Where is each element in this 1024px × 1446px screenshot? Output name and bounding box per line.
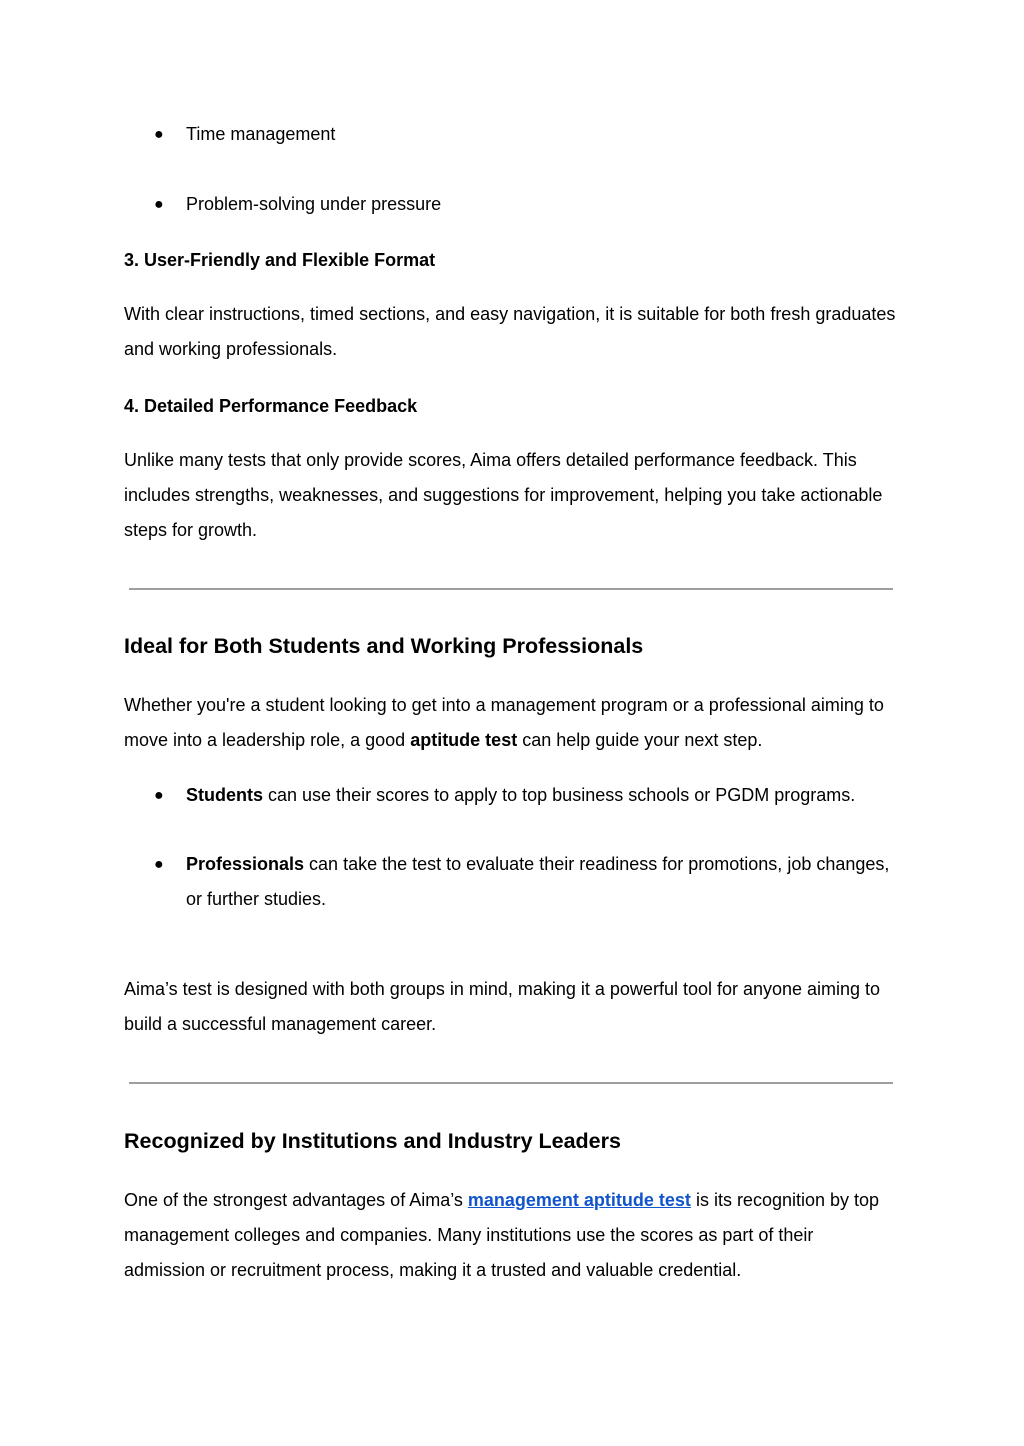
paragraph-ideal-closing: Aima’s test is designed with both groups in mind, making it a powerful tool for anyone aiming to build a successful management career.: [124, 979, 881, 1034]
bullet-icon: ●: [154, 196, 164, 213]
bullet-icon: ●: [154, 126, 164, 143]
section-heading-performance-feedback: 4. Detailed Performance Feedback: [124, 396, 418, 416]
list-item-rest: can use their scores to apply to top business schools or PGDM programs.: [263, 785, 856, 805]
bullet-icon: ●: [154, 856, 164, 873]
recognized-text-end: is its recognition by top management colleges and companies. Many institutions use the scores as part of their admission or recruitment process, making it a trusted and valuable credential.: [124, 1190, 880, 1280]
intro-text: Whether you're a student looking to get into a management program or a professional aiming to move into a leadership role, a good: [124, 695, 884, 750]
management-aptitude-test-link[interactable]: management aptitude test: [467, 1190, 691, 1210]
list-item-rest: can take the test to evaluate their readiness for promotions, job changes, or further studies.: [186, 854, 890, 909]
intro-bold-text: aptitude test: [410, 730, 518, 750]
paragraph-recognized: [124, 1183, 899, 1288]
list-item-text: Problem-solving under pressure: [186, 194, 442, 214]
recognized-text: One of the strongest advantages of Aima’s: [124, 1190, 468, 1210]
section-heading-recognized: Recognized by Institutions and Industry Leaders: [124, 1129, 621, 1153]
paragraph-ideal-intro: [124, 688, 899, 758]
list-item-bold: Professionals: [186, 854, 305, 874]
bullet-icon: ●: [154, 787, 164, 804]
list-item-text: [186, 847, 901, 917]
list-item-text: Time management: [186, 124, 336, 144]
list-item-text: [186, 778, 901, 813]
section-heading-user-friendly: 3. User-Friendly and Flexible Format: [124, 250, 436, 270]
section-heading-ideal: Ideal for Both Students and Working Professionals: [124, 634, 644, 658]
intro-text-end: can help guide your next step.: [517, 730, 763, 750]
horizontal-divider: [129, 588, 893, 590]
list-item-bold: Students: [186, 785, 264, 805]
paragraph-user-friendly: With clear instructions, timed sections, and easy navigation, it is suitable for both fresh graduates and working professionals.: [124, 304, 896, 359]
paragraph-performance-feedback: Unlike many tests that only provide scores, Aima offers detailed performance feedback. This includes strengths, weaknesses, and suggestions for improvement, helping you take actionable steps for growth.: [124, 450, 883, 540]
horizontal-divider: [129, 1082, 893, 1084]
